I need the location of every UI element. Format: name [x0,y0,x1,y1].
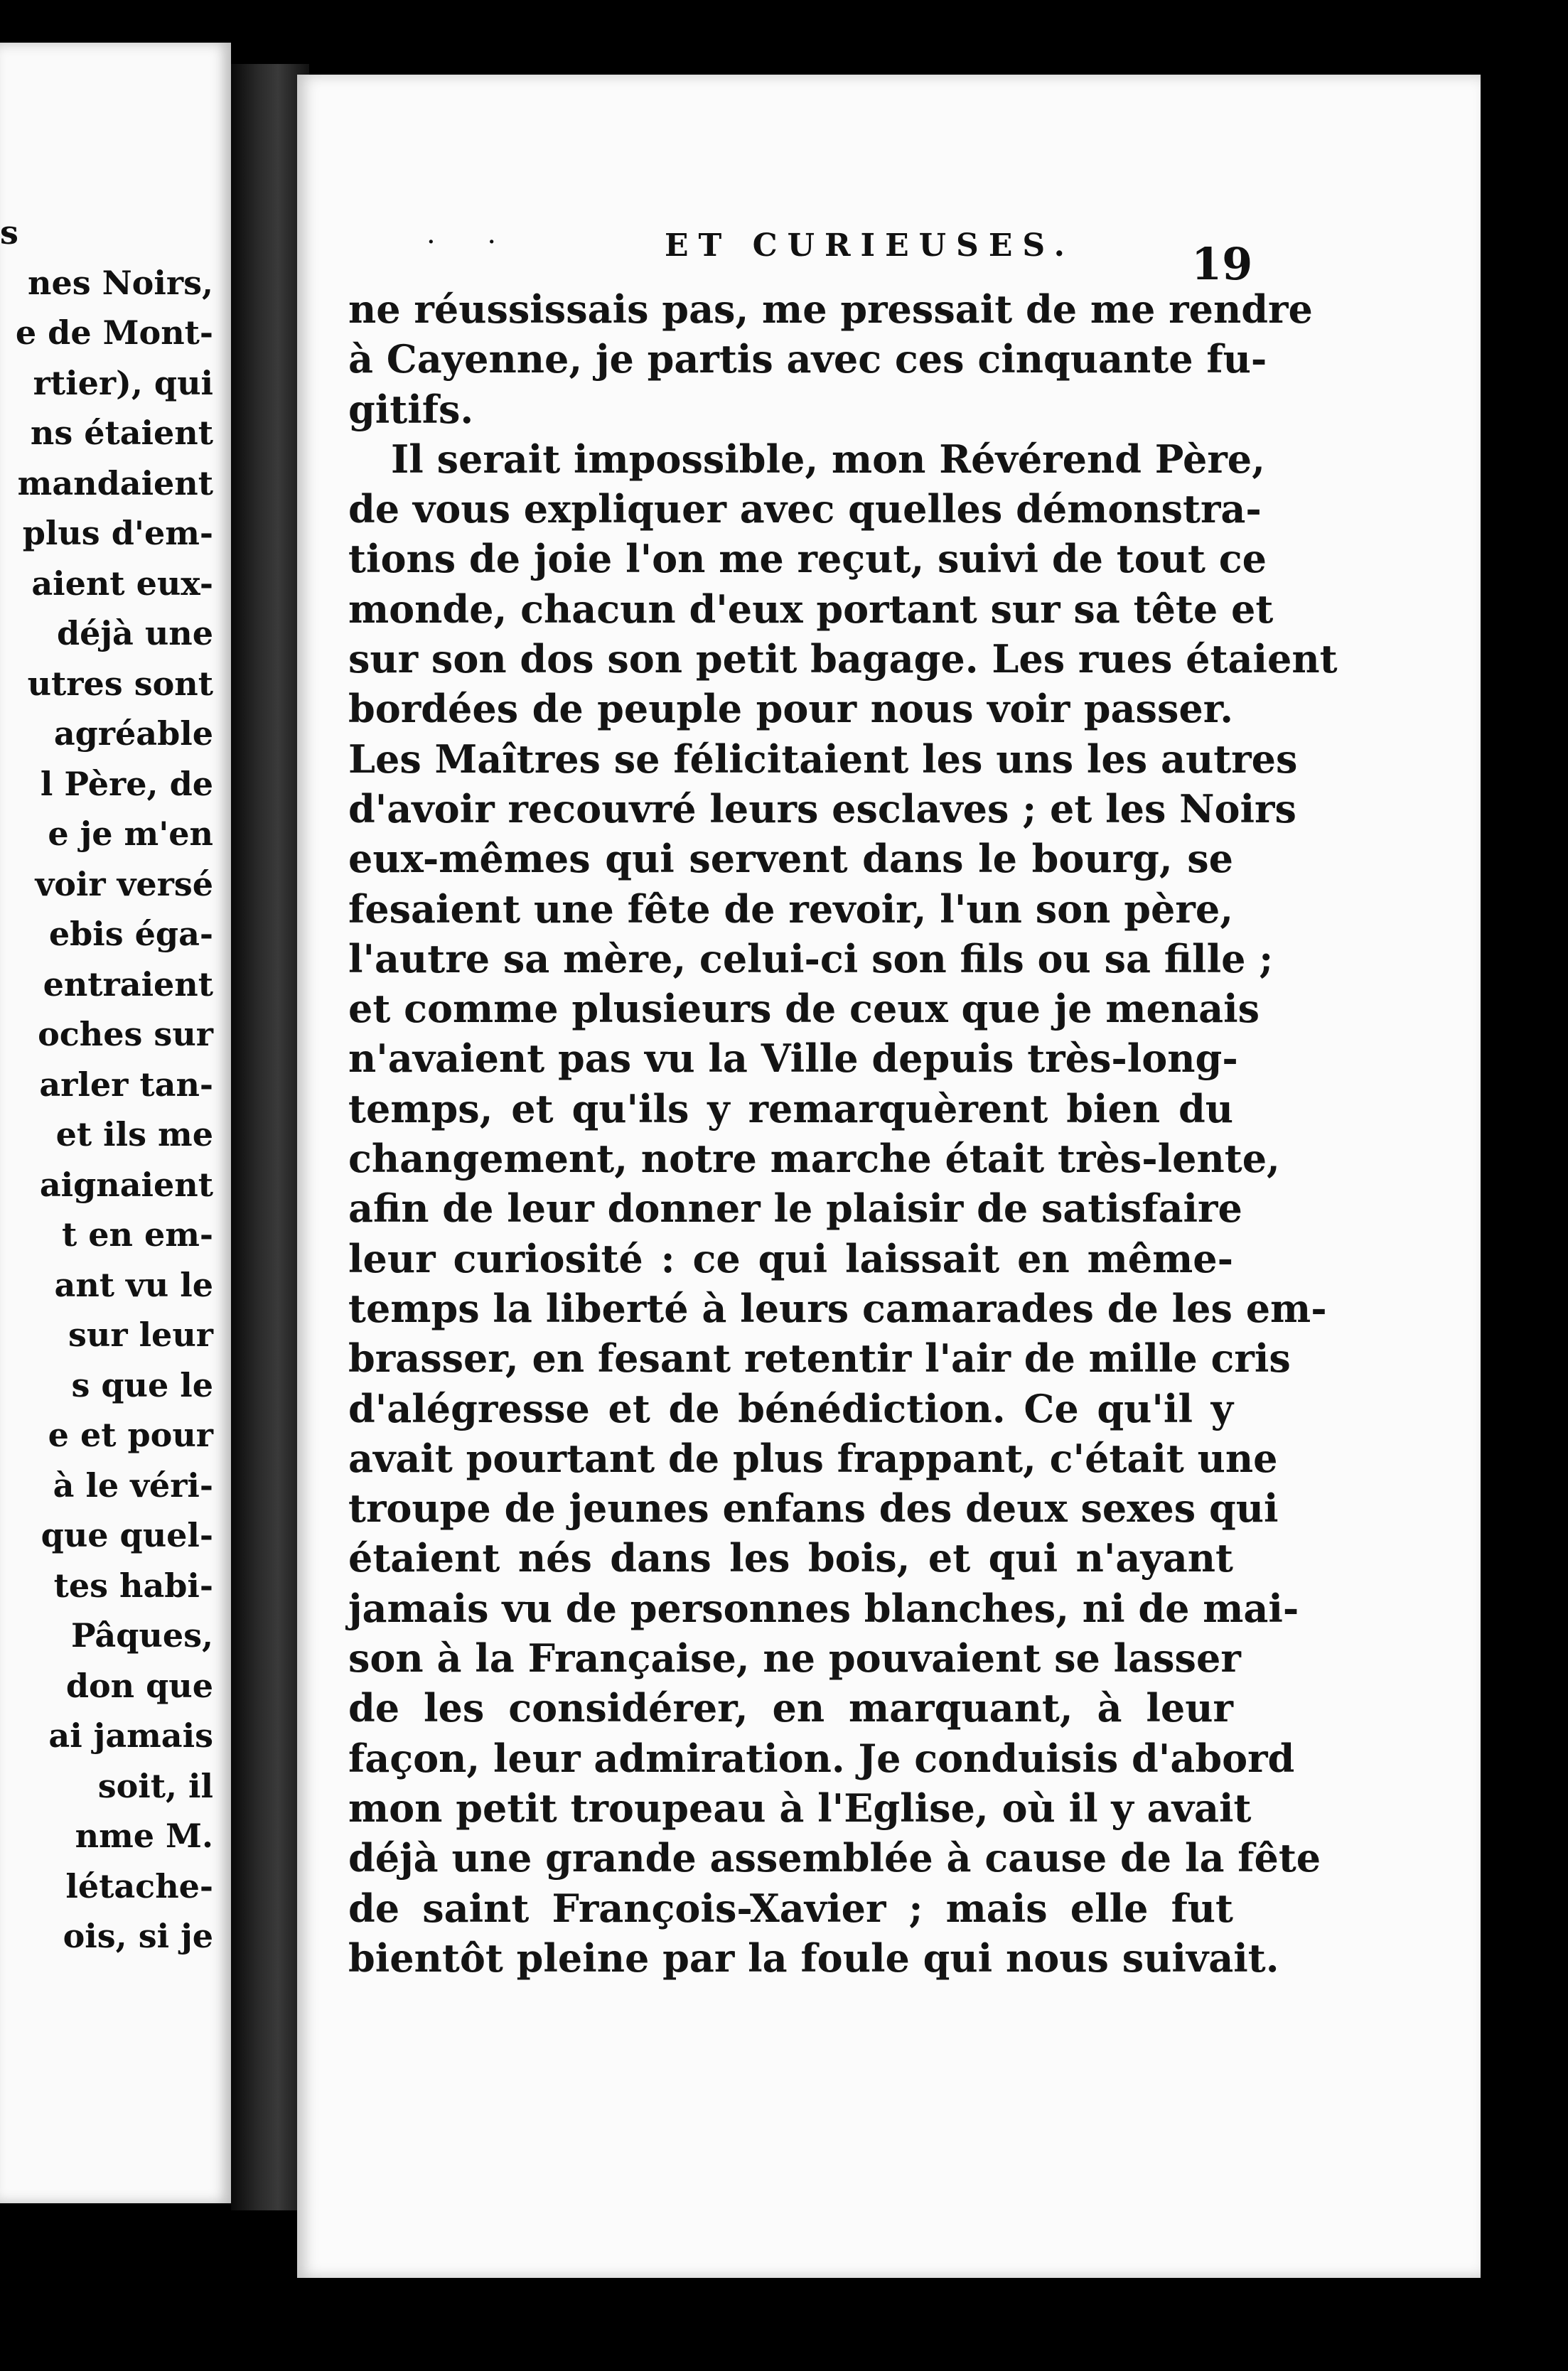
body-line: bientôt pleine par la foule qui nous suivait. [348,1935,1279,1981]
left-page-line: ebis éga- [48,915,213,953]
running-head-ornament: · · [426,226,518,259]
left-page-line: nes Noirs, [28,263,213,302]
body-line: déjà une grande assemblée à cause de la fête [348,1835,1321,1881]
body-line: son à la Française, ne pouvaient se lasser [348,1635,1241,1682]
left-page-line: sur leur [68,1316,213,1354]
left-page-line: soit, il [97,1766,213,1805]
left-page-text [0,208,213,1962]
left-page-line: plus d'em- [22,514,213,552]
left-page-line: entraient [43,964,213,1004]
left-page-line: e de Mont- [15,313,213,352]
body-line: à Cayenne, je partis avec ces cinquante fu- [348,336,1267,382]
left-page-line: arler tan- [39,1065,213,1104]
body-line: avait pourtant de plus frappant, c'était une [348,1435,1278,1481]
body-line: temps, et qu'ils y remarquèrent bien du [348,1085,1233,1131]
body-line: jamais vu de personnes blanches, ni de mai- [348,1585,1299,1631]
body-line: de les considérer, en marquant, à leur [348,1685,1233,1731]
left-page-line: ns étaient [30,414,213,452]
body-line: brasser, en fesant retentir l'air de mille cris [348,1335,1291,1382]
body-line: n'avaient pas vu la Ville depuis très-long- [348,1036,1238,1082]
left-page-line: mandaient [17,463,213,502]
left-page-line: à le véri- [53,1466,213,1505]
body-line: de vous expliquer avec quelles démonstra- [348,486,1262,532]
body-line: d'alégresse et de bénédiction. Ce qu'il y [348,1385,1233,1431]
left-page-line: et ils me [55,1115,213,1154]
left-page-line: don que [65,1666,213,1705]
left-page-line: aignaient [39,1165,213,1204]
body-line: Les Maîtres se félicitaient les uns les autres [348,736,1298,782]
left-page-line: tes habi- [53,1566,213,1605]
left-page-line: s [0,213,18,252]
left-page-line: s que le [71,1365,213,1404]
left-page-line: que quel- [41,1516,213,1554]
page-number: 19 [1191,238,1253,290]
left-page-line: oches sur [38,1015,213,1053]
left-facing-page [0,43,231,2203]
body-line: et comme plusieurs de ceux que je menais [348,986,1260,1032]
body-line: l'autre sa mère, celui-ci son fils ou sa fille ; [348,935,1274,982]
left-page-line: rtier), qui [33,363,213,402]
left-page-line: déjà une [56,614,213,652]
left-page-line: e je m'en [48,814,213,853]
left-page-line: létache- [65,1866,213,1905]
body-line: eux-mêmes qui servent dans le bourg, se [348,836,1233,882]
left-page-line: agréable [53,714,213,753]
body-line: gitifs. [348,386,474,432]
left-page-line: e et pour [48,1416,213,1454]
body-line: tions de joie l'on me reçut, suivi de tout ce [348,536,1267,582]
left-page-line: t en em- [61,1215,213,1254]
body-line: fesaient une fête de revoir, l'un son père, [348,886,1233,932]
body-line: de saint François-Xavier ; mais elle fut [348,1885,1233,1931]
left-page-line: voir versé [35,864,213,903]
body-line: afin de leur donner le plaisir de satisfaire [348,1186,1242,1232]
body-line: monde, chacun d'eux portant sur sa tête et [348,586,1274,632]
body-line: étaient nés dans les bois, et qui n'ayant [348,1535,1233,1581]
body-line: bordées de peuple pour nous voir passer. [348,686,1233,732]
left-page-line: aient eux- [31,564,213,603]
body-line: temps la liberté à leurs camarades de les em- [348,1285,1327,1331]
body-line: façon, leur admiration. Je conduisis d'abord [348,1735,1295,1781]
body-line: leur curiosité : ce qui laissait en même- [348,1235,1233,1281]
left-page-line: ai jamais [48,1716,213,1755]
left-page-line: ant vu le [54,1265,213,1304]
left-page-line: Pâques, [71,1616,213,1655]
body-line: Il serait impossible, mon Révérend Père, [391,436,1265,482]
page-body-text [348,284,1338,1983]
left-page-line: nme M. [75,1817,213,1855]
body-line: sur son dos son petit bagage. Les rues étaient [348,636,1338,682]
body-line: d'avoir recouvré leurs esclaves ; et les Noirs [348,785,1296,832]
body-line: mon petit troupeau à l'Eglise, où il y avait [348,1785,1252,1831]
left-page-line: ois, si je [63,1917,213,1955]
body-line: ne réussissais pas, me pressait de me rendre [348,286,1313,332]
left-page-line: utres sont [27,664,213,703]
running-head: ET CURIEUSES. [665,227,1075,264]
left-page-line: l Père, de [40,764,213,803]
body-line: changement, notre marche était très-lente, [348,1136,1280,1182]
body-line: troupe de jeunes enfans des deux sexes qui [348,1485,1279,1532]
